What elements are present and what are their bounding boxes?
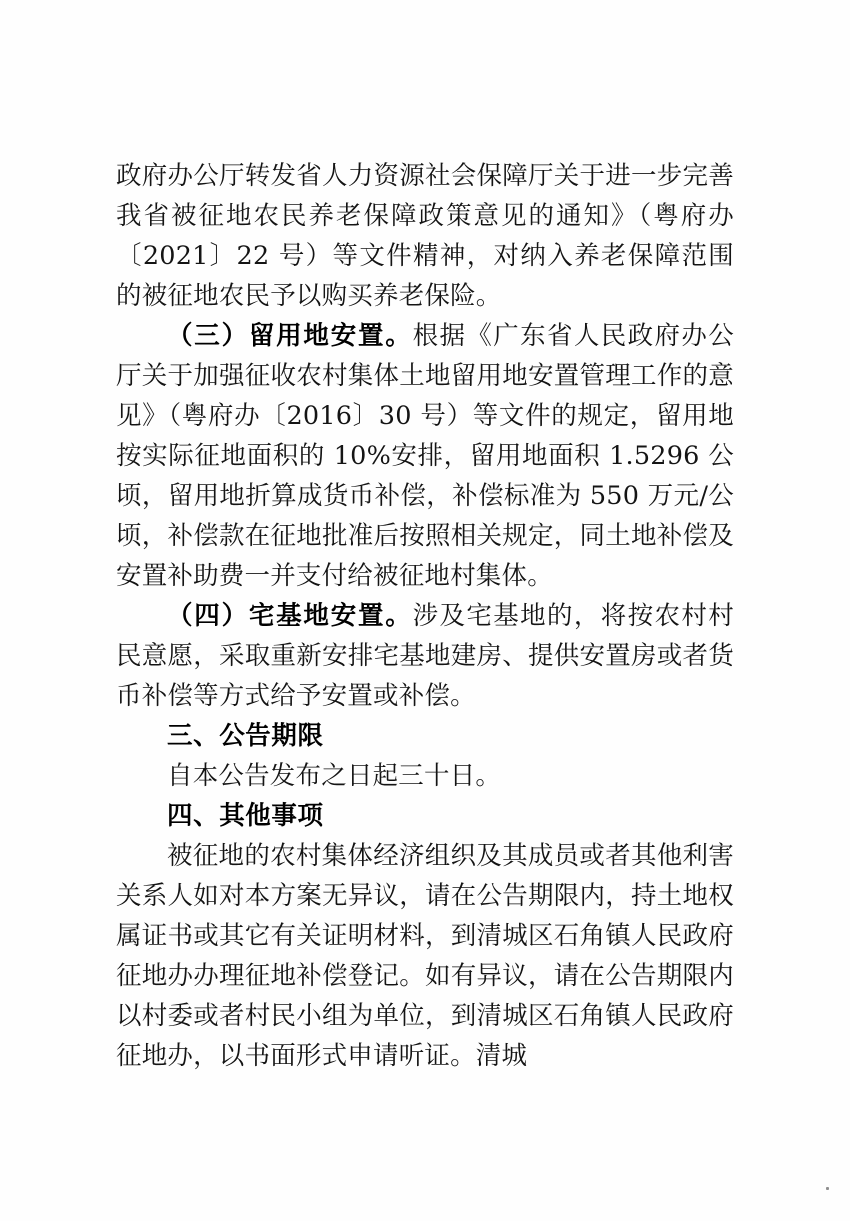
paragraph-item-three bbox=[116, 316, 734, 596]
section-four-body: 被征地的农村集体经济组织及其成员或者其他利害关系人如对本方案无异议，请在公告期限内，持土地权属证书或其它有关证明材料，到清城区石角镇人民政府征地办办理征地补偿登记。如有异议，请在公告期限内以村委或者村民小组为单位，到清城区石角镇人民政府征地办，以书面形式申请听证。清城 bbox=[116, 841, 734, 1071]
section-heading-four: 四、其他事项 bbox=[167, 801, 324, 831]
paragraph-continued: 政府办公厅转发省人力资源社会保障厅关于进一步完善我省被征地农民养老保障政策意见的通知》（粤府办〔2021〕22 号）等文件精神，对纳入养老保障范围的被征地农民予以购买养老保险。 bbox=[116, 161, 734, 311]
paragraph-item-four bbox=[116, 596, 734, 716]
item-four-text: 涉及宅基地的，将按农村村民意愿，采取重新安排宅基地建房、提供安置房或者货币补偿等方式给予安置或补偿。 bbox=[116, 601, 734, 711]
document-body bbox=[116, 156, 734, 1076]
section-heading-three: 三、公告期限 bbox=[167, 721, 324, 751]
item-three-label: （三）留用地安置。 bbox=[167, 321, 413, 351]
item-three-text: 根据《广东省人民政府办公厅关于加强征收农村集体土地留用地安置管理工作的意见》（粤府办〔2016〕30 号）等文件的规定，留用地按实际征地面积的 10%安排，留用地面积 1.5296 公顷，留用地折算成货币补偿，补偿标准为 550 万元/公顷，补偿款在征地批准后按照相关规定，同土地补偿及安置补助费一并支付给被征地村集体。 bbox=[116, 321, 734, 591]
item-four-label: （四）宅基地安置。 bbox=[167, 601, 413, 631]
scan-speck-artifact bbox=[826, 1187, 829, 1190]
section-three-body: 自本公告发布之日起三十日。 bbox=[167, 761, 502, 791]
